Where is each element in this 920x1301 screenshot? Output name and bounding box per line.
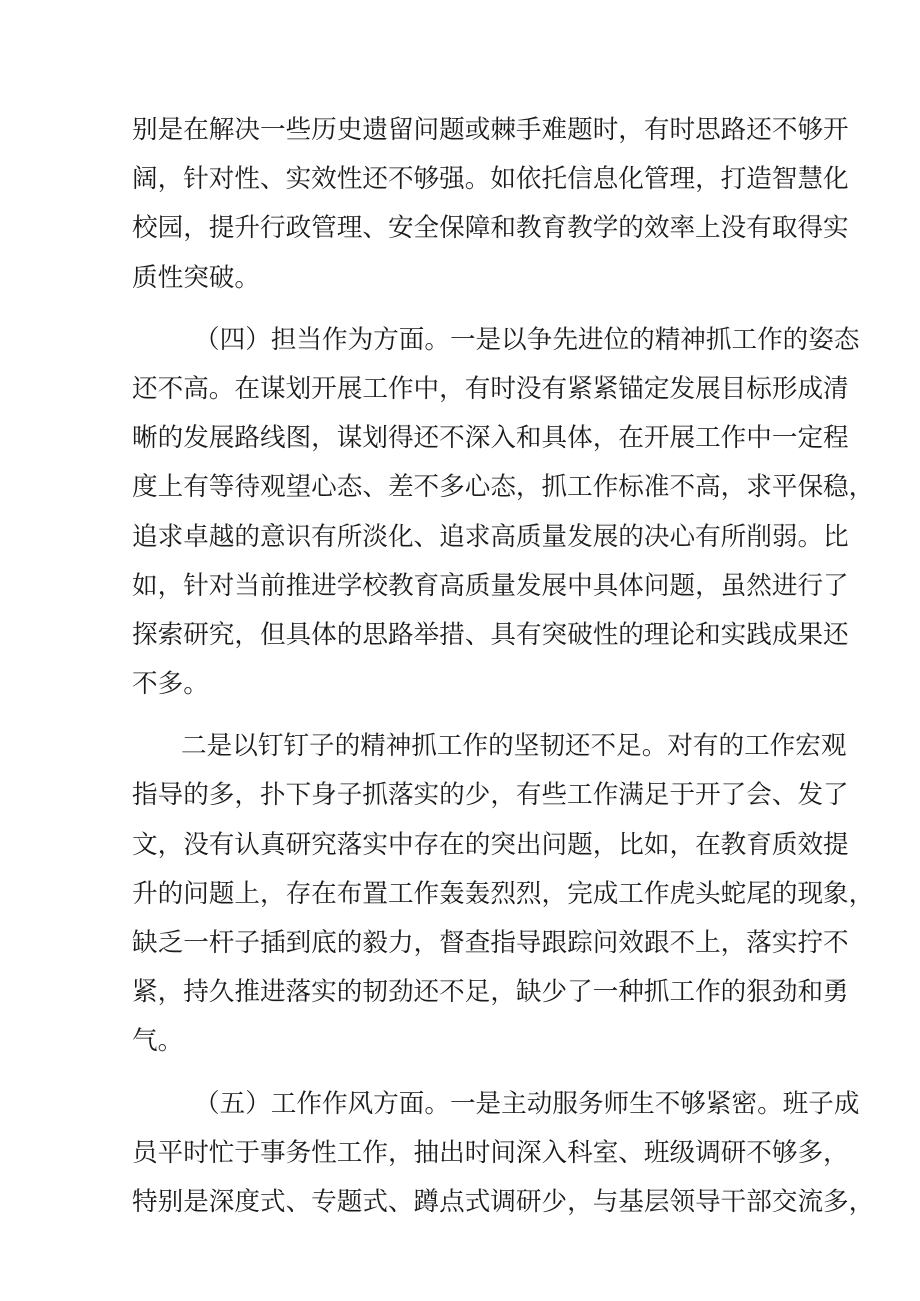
text-line: 校园，提升行政管理、安全保障和教育教学的效率上没有取得实 [132, 213, 849, 244]
text-line: 别是在解决一些历史遗留问题或棘手难题时，有时思路还不够开 [132, 115, 849, 145]
text-line: 阔，针对性、实效性还不够强。如依托信息化管理，打造智慧化 [132, 164, 849, 195]
text-line: 如，针对当前推进学校教育高质量发展中具体问题，虽然进行了 [132, 570, 849, 601]
text-line: 度上有等待观望心态、差不多心态，抓工作标准不高，求平保稳， [132, 472, 875, 503]
paragraph-section-five [132, 1080, 875, 1228]
text-line: 气。 [132, 1026, 184, 1057]
text-line: 员平时忙于事务性工作，抽出时间深入科室、班级调研不够多， [132, 1137, 849, 1168]
text-line: 文，没有认真研究落实中存在的突出问题，比如，在教育质效提 [132, 829, 849, 860]
text-line: 质性突破。 [132, 262, 260, 293]
text-line: 晰的发展路线图，谋划得还不深入和具体，在开展工作中一定程 [132, 423, 849, 454]
text-line: （五）工作作风方面。一是主动服务师生不够紧密。班子成 [194, 1088, 860, 1119]
text-line: （四）担当作为方面。一是以争先进位的精神抓工作的姿态 [194, 324, 860, 355]
text-line: 探索研究，但具体的思路举措、具有突破性的理论和实践成果还 [132, 619, 849, 650]
text-line: 升的问题上，存在布置工作轰轰烈烈，完成工作虎头蛇尾的现象， [132, 878, 875, 909]
document-body [132, 106, 875, 1240]
paragraph-continuation [132, 106, 849, 303]
text-line: 特别是深度式、专题式、蹲点式调研少，与基层领导干部交流多， [132, 1186, 875, 1217]
text-line: 追求卓越的意识有所淡化、追求高质量发展的决心有所削弱。比 [132, 521, 849, 552]
text-line: 缺乏一杆子插到底的毅力，督查指导跟踪问效跟不上，落实拧不 [132, 928, 849, 958]
text-line: 二是以钉钉子的精神抓工作的坚韧还不足。对有的工作宏观 [181, 731, 847, 762]
text-line: 紧，持久推进落实的韧劲还不足，缺少了一种抓工作的狠劲和勇 [132, 977, 849, 1008]
text-line: 还不高。在谋划开展工作中，有时没有紧紧锚定发展目标形成清 [132, 373, 849, 404]
paragraph-section-four [132, 316, 875, 710]
text-line: 指导的多，扑下身子抓落实的少，有些工作满足于开了会、发了 [132, 780, 849, 811]
paragraph-point-two [132, 722, 875, 1066]
text-line: 不多。 [132, 669, 209, 700]
